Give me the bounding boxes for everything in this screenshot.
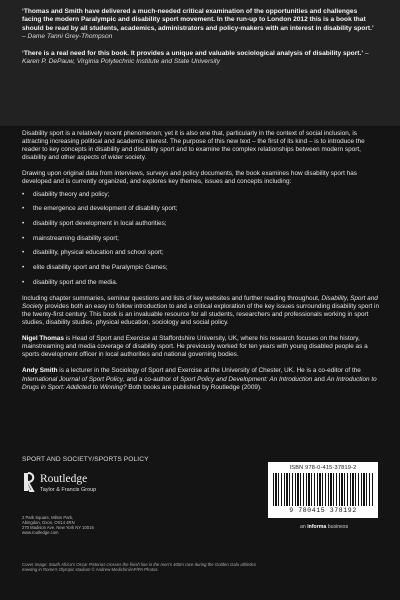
list-item: • disability sport development in local authorities; — [22, 219, 167, 227]
list-item: • elite disability sport and the Paralympic Games; — [22, 264, 168, 271]
series-label: SPORT AND SOCIETY/SPORTS POLICY — [22, 456, 149, 463]
author-bio-2: Andy Smith is a lecturer in the Sociology of Sport and Exercise at the University of Chester, UK. He is a co-editor of the International Journal of Sport Policy, and a co-author of Sport Policy and Development: An Introduction and An Introduction to Drugs in Sport: Addicted to Winning? Both books are published by Routledge (2009). — [22, 367, 377, 391]
informa-business: an informa business — [300, 524, 349, 530]
quote-attribution: – Karen P. DePauw, Virginia Polytechnic Institute and State University — [22, 49, 369, 66]
intro-paragraph: Disability sport is a relatively recent phenomenon; yet it is also one that, particularly in the context of social inclusion, is attracting increasing political and academic interest. The purpose of this new text – the first of its kind – is to introduce the reader to key concepts in disability and disability sport and to examine the complex relationships between modern sport, disability and other aspects of wider society. — [22, 130, 365, 162]
publisher-logo — [22, 470, 112, 498]
isbn-label: ISBN 978-0-415-37819-2 — [289, 465, 357, 471]
list-item: • disability, physical education and school sport; — [22, 249, 164, 257]
quote-text: ‘Thomas and Smith have delivered a much-needed critical examination of the opportunities and challenges facing the modern Paralympic and disability sport movement. In the run-up to London 2012 this is a book that should be read by all students, academics, administrators and policy-makers with an interest in disability sport.’ — [22, 8, 374, 32]
routledge-logo-icon — [22, 472, 36, 492]
list-item: • the emergence and development of disability sport; — [22, 205, 178, 213]
themes-list — [22, 191, 382, 287]
endorsement-quote-2 — [22, 50, 378, 67]
closing-paragraph: Including chapter summaries, seminar questions and lists of key websites and further reading throughout, Disability, Sport and Society provides both an easy to follow introduction to and a critical exploration of the key issues surrounding disability sport in the twenty-first century. This book is an invaluable resource for all students, researchers and professionals working in sport studies, disability studies, physical education, sociology and social policy. — [22, 294, 380, 327]
cover-image-caption: Cover image: South Africa’s Oscar Pistorius crosses the finish line in the men’s 400m race during the Golden Gala athletics meeting in Rome’s Olympic stadium © Andrew Medichini/AP/PA Photos — [22, 562, 256, 573]
list-item: • disability theory and policy; — [22, 190, 110, 198]
publisher-name: Routledge — [40, 473, 88, 485]
publisher-address: 2 Park Square, Milton Park, Abingdon, Oxon, OX14 4RN 270 Madison Ave, New York NY 10016 www.routledge.com — [22, 515, 94, 536]
endorsement-panel — [0, 0, 400, 126]
barcode-bars — [273, 473, 373, 506]
barcode-number: 9 780415 378192 — [289, 507, 357, 514]
blurb — [22, 130, 382, 400]
list-item: • disability sport and the media. — [22, 278, 118, 286]
author-bio-1: Nigel Thomas is Head of Sport and Exercise at Staffordshire University, UK, where his research focuses on the history, mainstreaming and media coverage of disability sport. He previously worked for ten years with young disabled people as a sports development officer in local authorities and national governing bodies. — [22, 335, 368, 359]
author-name: Nigel Thomas — [22, 335, 64, 343]
quote-attribution: – Dame Tanni Grey-Thompson — [22, 33, 113, 41]
barcode — [268, 462, 378, 518]
book-title: Disability, Sport and Society — [22, 294, 378, 310]
list-item: • mainstreaming disability sport; — [22, 234, 119, 242]
author-name: Andy Smith — [22, 367, 58, 375]
endorsement-quote-1 — [22, 8, 378, 42]
drawing-paragraph: Drawing upon original data from interviews, surveys and policy documents, the book examines how disability sport has developed and is currently organized, and explores key themes, issues and concepts including: — [22, 170, 357, 186]
quote-text: ‘There is a real need for this book. It provides a unique and valuable sociological analysis of disability sport.’ — [22, 49, 364, 57]
publisher-group: Taylor & Francis Group — [40, 487, 97, 493]
